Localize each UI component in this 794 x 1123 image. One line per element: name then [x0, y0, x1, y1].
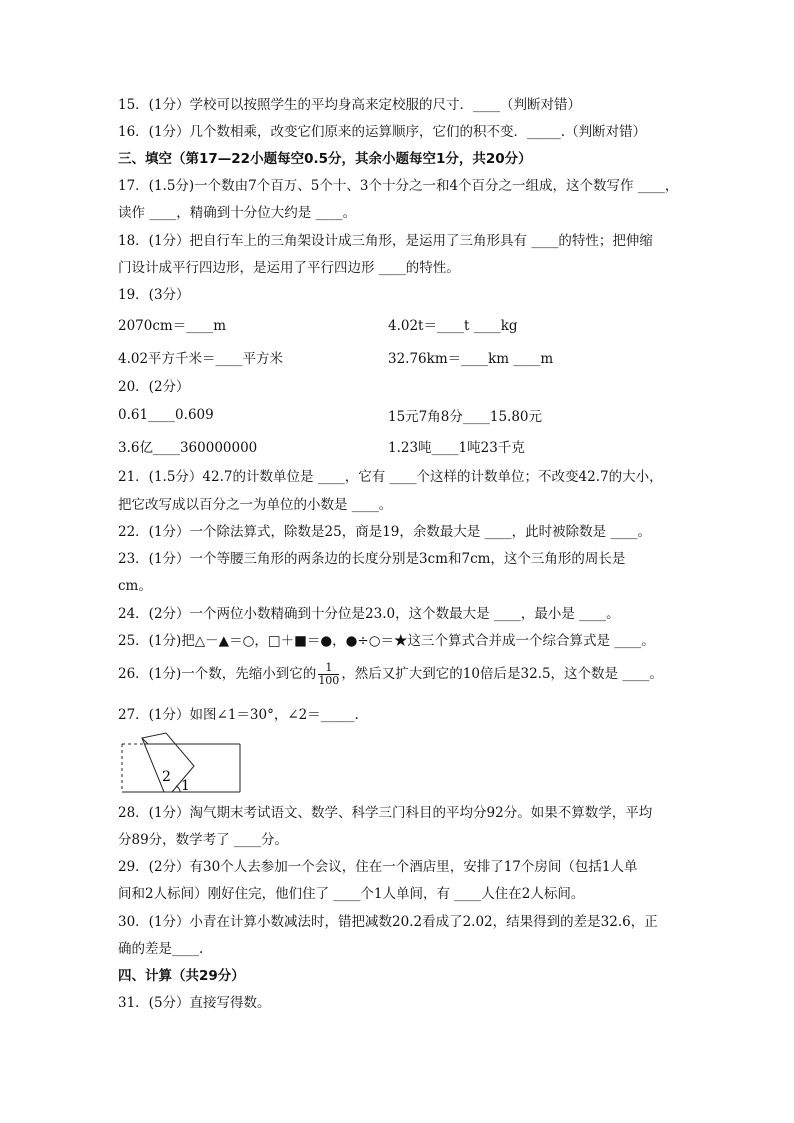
question-31: 31．(5分）直接写得数。 [118, 995, 271, 1011]
q19-item-b: 4.02t＝____t ____kg [388, 318, 518, 334]
q20-item-c: 3.6亿____360000000 [118, 440, 258, 456]
question-29-line2: 间和2人标间）刚好住完，他们住了 ____个1人单间，有 ____人住在2人标间。 [118, 886, 585, 902]
flap-left-edge [142, 738, 164, 792]
angle-arc [176, 786, 180, 792]
angle-figure [118, 730, 248, 796]
question-23-line1: 23．(1分）一个等腰三角形的两条边的长度分别是3cm和7cm，这个三角形的周长是 [118, 551, 626, 567]
question-17-line2: 读作 ____，精确到十分位大约是 ____。 [118, 205, 357, 221]
q26-fraction [318, 662, 339, 687]
q19-item-c: 4.02平方千米＝____平方米 [118, 351, 284, 367]
question-18-line1: 18．(1分）把自行车上的三角架设计成三角形，是运用了三角形具有 ____的特性；把伸缩 [118, 233, 653, 249]
question-16: 16．(1分）几个数相乘，改变它们原来的运算顺序，它们的积不变．_____.（判断对错） [118, 124, 647, 140]
question-23-line2: cm。 [118, 578, 152, 594]
q19-item-d: 32.76km＝____km ____m [388, 351, 554, 367]
question-29-line1: 29．(2分）有30个人去参加一个会议，住在一个酒店里，安排了17个房间（包括1人单 [118, 859, 638, 875]
q20-item-a: 0.61____0.609 [118, 407, 214, 423]
question-21-line1: 21．(1.5分）42.7的计数单位是 ____，它有 ____个这样的计数单位；不改变42.7的大小， [118, 469, 663, 485]
question-19: 19．(3分） [118, 287, 190, 303]
q19-item-a: 2070cm＝____m [118, 318, 227, 334]
q26-denominator: 100 [318, 674, 340, 687]
q20-item-d: 1.23吨____1吨23千克 [388, 440, 525, 456]
angle-2-label: 2 [162, 769, 171, 785]
angle-1-label: 1 [181, 778, 190, 794]
q26-numerator: 1 [318, 662, 339, 675]
question-30-line1: 30．(1分）小青在计算小数减法时，错把减数20.2看成了2.02，结果得到的差是32.6，正 [118, 914, 658, 930]
q26-suffix: ，然后又扩大到它的10倍后是32.5，这个数是 ____。 [341, 666, 663, 682]
question-28-line2: 分89分，数学考了 ____分。 [118, 832, 288, 848]
section-3-heading: 三、填空（第17—22小题每空0.5分，其余小题每空1分，共20分） [118, 151, 532, 167]
question-21-line2: 把它改写成以百分之一为单位的小数是 ____。 [118, 497, 393, 513]
question-15: 15．(1分）学校可以按照学生的平均身高来定校服的尺寸．____（判断对错） [118, 97, 582, 113]
question-27: 27．(1分）如图∠1＝30°，∠2＝_____. [118, 707, 359, 723]
question-17-line1: 17．(1.5分)一个数由7个百万、5个十、3个十分之一和4个百分之一组成，这个数写作 ____， [118, 178, 679, 194]
question-26 [118, 662, 663, 687]
question-22: 22．(1分）一个除法算式，除数是25，商是19，余数最大是 ____，此时被除数是 ____。 [118, 524, 651, 540]
question-18-line2: 门设计成平行四边形，是运用了平行四边形 ____的特性。 [118, 260, 460, 276]
q26-prefix: 26．(1分)一个数，先缩小到它的 [118, 666, 317, 682]
question-24: 24．(2分）一个两位小数精确到十分位是23.0，这个数最大是 ____，最小是 ____。 [118, 606, 620, 622]
question-25: 25．(1分)把△－▲＝○，□＋■＝●，●÷○＝★这三个算式合并成一个综合算式是 ____。 [118, 633, 655, 649]
section-4-heading: 四、计算（共29分） [118, 968, 245, 984]
q20-item-b: 15元7角8分____15.80元 [388, 409, 543, 425]
question-28-line1: 28．(1分）淘气期末考试语文、数学、科学三门科目的平均分92分。如果不算数学，平均 [118, 805, 653, 821]
question-30-line2: 确的差是____. [118, 941, 204, 957]
question-20: 20．(2分） [118, 379, 190, 395]
